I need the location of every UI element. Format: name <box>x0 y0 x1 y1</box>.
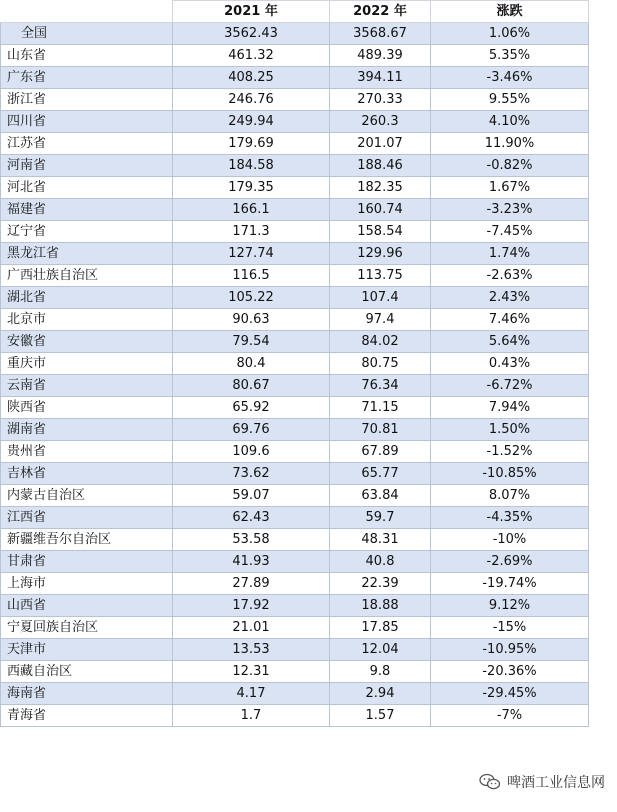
change-cell: -4.35% <box>431 507 589 529</box>
header-2021: 2021 年 <box>173 1 330 23</box>
table-row <box>1 287 589 309</box>
region-cell: 广东省 <box>1 67 173 89</box>
value-2021-cell: 69.76 <box>173 419 330 441</box>
region-cell: 内蒙古自治区 <box>1 485 173 507</box>
table-body <box>1 23 589 727</box>
value-2022-cell: 17.85 <box>330 617 431 639</box>
region-cell: 江西省 <box>1 507 173 529</box>
value-2022-cell: 12.04 <box>330 639 431 661</box>
table-row <box>1 507 589 529</box>
value-2021-cell: 53.58 <box>173 529 330 551</box>
value-2022-cell: 160.74 <box>330 199 431 221</box>
region-cell: 河南省 <box>1 155 173 177</box>
region-cell: 天津市 <box>1 639 173 661</box>
value-2021-cell: 461.32 <box>173 45 330 67</box>
change-cell: -2.69% <box>431 551 589 573</box>
region-cell: 云南省 <box>1 375 173 397</box>
watermark <box>479 772 605 792</box>
change-cell: 9.12% <box>431 595 589 617</box>
value-2022-cell: 71.15 <box>330 397 431 419</box>
value-2022-cell: 97.4 <box>330 309 431 331</box>
table-header-row <box>1 1 589 23</box>
change-cell: -15% <box>431 617 589 639</box>
table-row <box>1 375 589 397</box>
region-cell: 甘肃省 <box>1 551 173 573</box>
value-2021-cell: 41.93 <box>173 551 330 573</box>
value-2021-cell: 408.25 <box>173 67 330 89</box>
table-row <box>1 617 589 639</box>
value-2021-cell: 13.53 <box>173 639 330 661</box>
value-2022-cell: 67.89 <box>330 441 431 463</box>
change-cell: -3.23% <box>431 199 589 221</box>
change-cell: -29.45% <box>431 683 589 705</box>
table-row <box>1 463 589 485</box>
region-cell: 重庆市 <box>1 353 173 375</box>
table-row <box>1 331 589 353</box>
value-2021-cell: 90.63 <box>173 309 330 331</box>
value-2022-cell: 22.39 <box>330 573 431 595</box>
table-row <box>1 243 589 265</box>
value-2022-cell: 63.84 <box>330 485 431 507</box>
change-cell: 1.74% <box>431 243 589 265</box>
table-row <box>1 45 589 67</box>
region-cell: 浙江省 <box>1 89 173 111</box>
value-2022-cell: 48.31 <box>330 529 431 551</box>
region-cell: 上海市 <box>1 573 173 595</box>
region-cell: 贵州省 <box>1 441 173 463</box>
value-2022-cell: 18.88 <box>330 595 431 617</box>
change-cell: 11.90% <box>431 133 589 155</box>
table-row <box>1 551 589 573</box>
region-cell: 全国 <box>1 23 173 45</box>
value-2021-cell: 166.1 <box>173 199 330 221</box>
change-cell: -20.36% <box>431 661 589 683</box>
change-cell: 5.35% <box>431 45 589 67</box>
change-cell: -19.74% <box>431 573 589 595</box>
region-cell: 山东省 <box>1 45 173 67</box>
value-2021-cell: 4.17 <box>173 683 330 705</box>
value-2021-cell: 105.22 <box>173 287 330 309</box>
region-cell: 辽宁省 <box>1 221 173 243</box>
value-2021-cell: 246.76 <box>173 89 330 111</box>
change-cell: 1.06% <box>431 23 589 45</box>
table-row <box>1 397 589 419</box>
table-row <box>1 133 589 155</box>
value-2022-cell: 3568.67 <box>330 23 431 45</box>
value-2021-cell: 17.92 <box>173 595 330 617</box>
region-cell: 宁夏回族自治区 <box>1 617 173 639</box>
value-2022-cell: 70.81 <box>330 419 431 441</box>
value-2021-cell: 249.94 <box>173 111 330 133</box>
table-row <box>1 573 589 595</box>
value-2022-cell: 59.7 <box>330 507 431 529</box>
value-2022-cell: 113.75 <box>330 265 431 287</box>
table-row <box>1 111 589 133</box>
change-cell: -10% <box>431 529 589 551</box>
table-row <box>1 265 589 287</box>
region-cell: 黑龙江省 <box>1 243 173 265</box>
table-row <box>1 155 589 177</box>
region-cell: 北京市 <box>1 309 173 331</box>
value-2022-cell: 2.94 <box>330 683 431 705</box>
region-cell: 山西省 <box>1 595 173 617</box>
change-cell: -0.82% <box>431 155 589 177</box>
value-2021-cell: 59.07 <box>173 485 330 507</box>
region-cell: 新疆维吾尔自治区 <box>1 529 173 551</box>
table-row <box>1 221 589 243</box>
change-cell: -7% <box>431 705 589 727</box>
table-row <box>1 199 589 221</box>
table-row <box>1 485 589 507</box>
change-cell: 7.46% <box>431 309 589 331</box>
region-cell: 陕西省 <box>1 397 173 419</box>
value-2021-cell: 116.5 <box>173 265 330 287</box>
region-cell: 福建省 <box>1 199 173 221</box>
region-cell: 江苏省 <box>1 133 173 155</box>
value-2021-cell: 12.31 <box>173 661 330 683</box>
value-2021-cell: 21.01 <box>173 617 330 639</box>
value-2022-cell: 76.34 <box>330 375 431 397</box>
table-row <box>1 529 589 551</box>
change-cell: 5.64% <box>431 331 589 353</box>
table-row-national <box>1 23 589 45</box>
value-2022-cell: 188.46 <box>330 155 431 177</box>
region-cell: 广西壮族自治区 <box>1 265 173 287</box>
value-2021-cell: 3562.43 <box>173 23 330 45</box>
value-2022-cell: 129.96 <box>330 243 431 265</box>
table-row <box>1 353 589 375</box>
value-2022-cell: 1.57 <box>330 705 431 727</box>
change-cell: 2.43% <box>431 287 589 309</box>
change-cell: 1.50% <box>431 419 589 441</box>
change-cell: 7.94% <box>431 397 589 419</box>
region-cell: 青海省 <box>1 705 173 727</box>
value-2021-cell: 27.89 <box>173 573 330 595</box>
value-2022-cell: 80.75 <box>330 353 431 375</box>
value-2021-cell: 80.4 <box>173 353 330 375</box>
region-cell: 海南省 <box>1 683 173 705</box>
table-row <box>1 595 589 617</box>
value-2022-cell: 260.3 <box>330 111 431 133</box>
value-2022-cell: 201.07 <box>330 133 431 155</box>
value-2021-cell: 109.6 <box>173 441 330 463</box>
value-2021-cell: 1.7 <box>173 705 330 727</box>
change-cell: -6.72% <box>431 375 589 397</box>
change-cell: -3.46% <box>431 67 589 89</box>
change-cell: 0.43% <box>431 353 589 375</box>
value-2022-cell: 158.54 <box>330 221 431 243</box>
table-row <box>1 683 589 705</box>
table-row <box>1 177 589 199</box>
region-cell: 湖北省 <box>1 287 173 309</box>
value-2022-cell: 107.4 <box>330 287 431 309</box>
table-row <box>1 639 589 661</box>
table-row <box>1 67 589 89</box>
value-2021-cell: 62.43 <box>173 507 330 529</box>
wechat-icon <box>479 773 501 791</box>
value-2021-cell: 80.67 <box>173 375 330 397</box>
table-row <box>1 309 589 331</box>
value-2021-cell: 179.35 <box>173 177 330 199</box>
table-row <box>1 89 589 111</box>
change-cell: 9.55% <box>431 89 589 111</box>
value-2021-cell: 79.54 <box>173 331 330 353</box>
value-2022-cell: 489.39 <box>330 45 431 67</box>
region-cell: 四川省 <box>1 111 173 133</box>
header-region <box>1 1 173 23</box>
header-2022: 2022 年 <box>330 1 431 23</box>
region-cell: 湖南省 <box>1 419 173 441</box>
value-2021-cell: 65.92 <box>173 397 330 419</box>
change-cell: -10.95% <box>431 639 589 661</box>
value-2022-cell: 84.02 <box>330 331 431 353</box>
header-change: 涨跌 <box>431 1 589 23</box>
region-cell: 西藏自治区 <box>1 661 173 683</box>
change-cell: 8.07% <box>431 485 589 507</box>
table-row <box>1 661 589 683</box>
value-2021-cell: 73.62 <box>173 463 330 485</box>
value-2022-cell: 9.8 <box>330 661 431 683</box>
change-cell: 4.10% <box>431 111 589 133</box>
value-2022-cell: 182.35 <box>330 177 431 199</box>
change-cell: 1.67% <box>431 177 589 199</box>
value-2021-cell: 179.69 <box>173 133 330 155</box>
value-2021-cell: 184.58 <box>173 155 330 177</box>
table-row <box>1 419 589 441</box>
table-row <box>1 705 589 727</box>
value-2022-cell: 65.77 <box>330 463 431 485</box>
value-2021-cell: 127.74 <box>173 243 330 265</box>
region-cell: 安徽省 <box>1 331 173 353</box>
change-cell: -10.85% <box>431 463 589 485</box>
change-cell: -1.52% <box>431 441 589 463</box>
change-cell: -7.45% <box>431 221 589 243</box>
region-cell: 吉林省 <box>1 463 173 485</box>
value-2022-cell: 394.11 <box>330 67 431 89</box>
value-2022-cell: 40.8 <box>330 551 431 573</box>
change-cell: -2.63% <box>431 265 589 287</box>
region-cell: 河北省 <box>1 177 173 199</box>
value-2022-cell: 270.33 <box>330 89 431 111</box>
value-2021-cell: 171.3 <box>173 221 330 243</box>
watermark-text: 啤酒工业信息网 <box>507 775 605 791</box>
table-row <box>1 441 589 463</box>
